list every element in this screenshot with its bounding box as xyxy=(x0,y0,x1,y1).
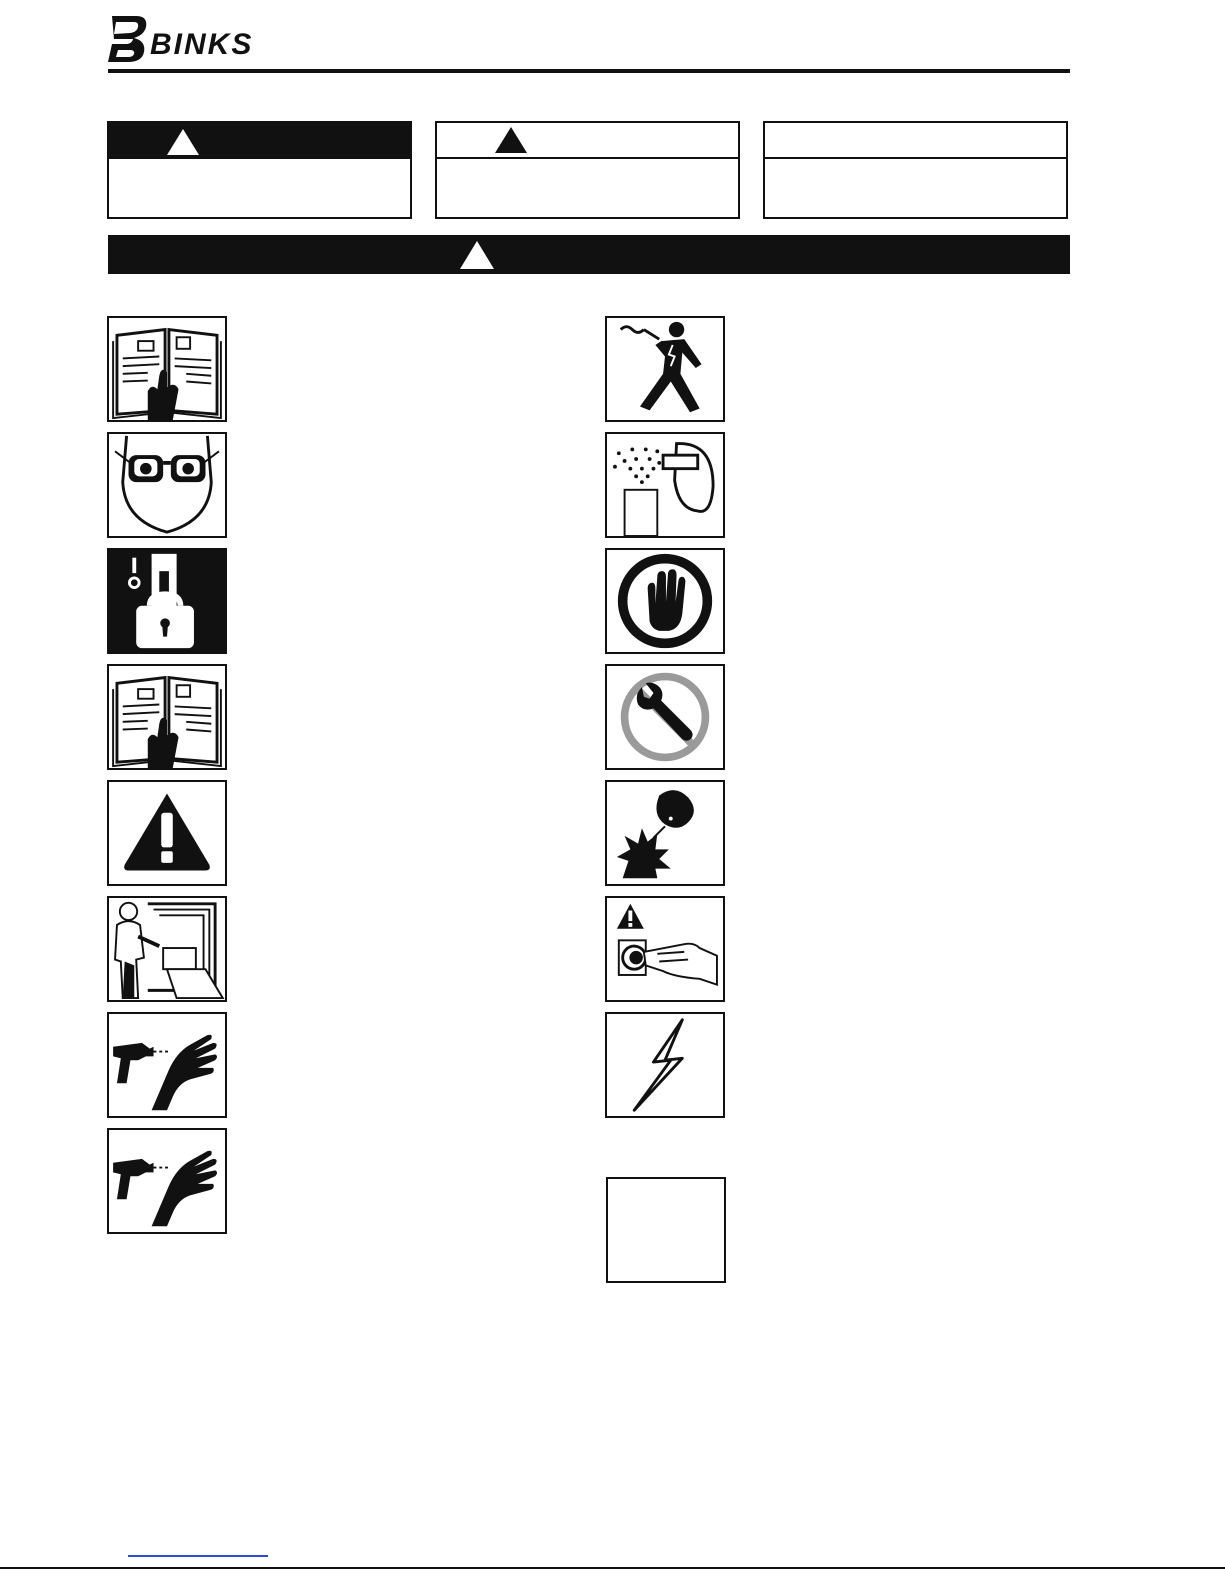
binks-logo xyxy=(108,14,308,64)
manual-reading-icon xyxy=(107,316,227,422)
caution-header xyxy=(765,123,1066,159)
danger-box xyxy=(107,121,412,219)
footer-rule xyxy=(0,1567,1225,1569)
emergency-stop-icon xyxy=(605,896,725,1002)
binks-b-mark-icon xyxy=(108,14,152,64)
warning-triangle-icon xyxy=(107,780,227,886)
spray-gun-injection-icon xyxy=(107,1012,227,1118)
brand-name: BINKS xyxy=(150,28,254,61)
warning-triangle-icon xyxy=(495,127,527,153)
caution-box xyxy=(763,121,1068,219)
warning-header xyxy=(437,123,738,159)
blank-icon xyxy=(606,1177,726,1283)
lockout-tagout-icon xyxy=(107,548,227,654)
safety-glasses-icon xyxy=(107,432,227,538)
face-shield-splash-icon xyxy=(605,432,725,538)
header-rule xyxy=(108,69,1070,73)
electric-shock-icon xyxy=(605,316,725,422)
warning-triangle-icon xyxy=(167,129,199,155)
danger-header xyxy=(109,123,410,159)
warning-box xyxy=(435,121,740,219)
footer-link-underline[interactable] xyxy=(128,1555,268,1557)
stop-hand-icon xyxy=(605,548,725,654)
manual-reading-icon xyxy=(107,664,227,770)
high-voltage-icon xyxy=(605,1012,725,1118)
warning-bar xyxy=(108,235,1070,274)
warning-triangle-icon xyxy=(460,241,494,269)
explosion-icon xyxy=(605,780,725,886)
operator-booth-icon xyxy=(107,896,227,1002)
no-modification-icon xyxy=(605,664,725,770)
spray-gun-injection-icon xyxy=(107,1128,227,1234)
